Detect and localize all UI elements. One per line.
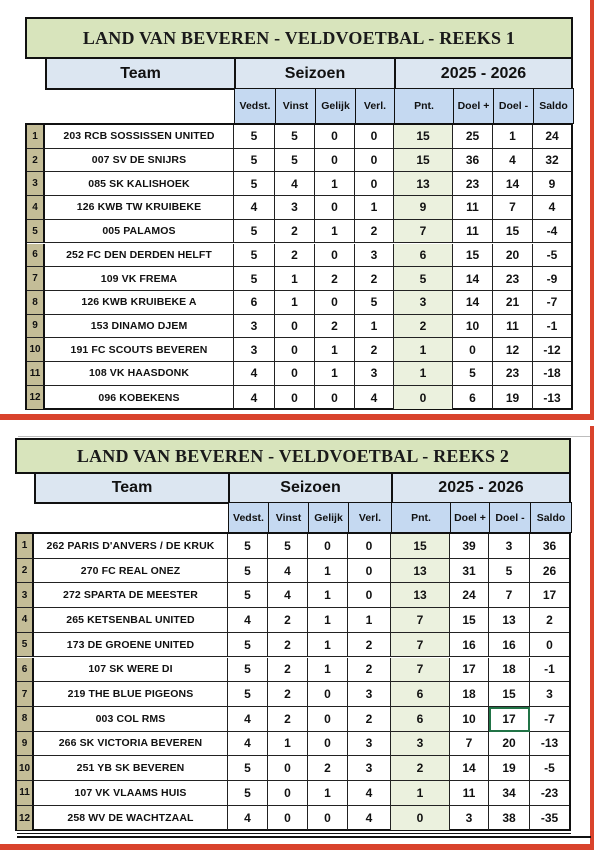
team-name-cell[interactable]: 173 DE GROENE UNITED bbox=[34, 633, 228, 658]
played-cell[interactable]: 5 bbox=[228, 633, 268, 658]
team-name-cell[interactable]: 007 SV DE SNIJRS bbox=[45, 149, 234, 173]
table-row[interactable] bbox=[17, 682, 569, 707]
goal-difference-cell[interactable]: -4 bbox=[533, 220, 571, 244]
goals-against-cell[interactable]: 20 bbox=[489, 732, 530, 757]
goals-against-cell[interactable]: 38 bbox=[489, 806, 530, 831]
goals-for-cell[interactable]: 16 bbox=[450, 633, 489, 658]
points-cell[interactable]: 13 bbox=[394, 172, 453, 196]
lost-cell[interactable]: 0 bbox=[355, 125, 394, 149]
won-cell[interactable]: 0 bbox=[268, 806, 308, 831]
team-name-cell[interactable]: 109 VK FREMA bbox=[45, 267, 234, 291]
played-cell[interactable]: 4 bbox=[234, 362, 275, 386]
column-header-goals-for[interactable]: Doel + bbox=[453, 88, 494, 124]
points-cell[interactable]: 7 bbox=[391, 658, 450, 683]
goal-difference-cell[interactable]: -9 bbox=[533, 267, 571, 291]
table-row[interactable] bbox=[17, 583, 569, 608]
points-cell[interactable]: 13 bbox=[391, 583, 450, 608]
won-cell[interactable]: 2 bbox=[268, 633, 308, 658]
played-cell[interactable]: 4 bbox=[234, 196, 275, 220]
lost-cell[interactable]: 4 bbox=[355, 386, 394, 410]
table-row[interactable] bbox=[27, 315, 571, 339]
drawn-cell[interactable]: 1 bbox=[308, 608, 348, 633]
column-header-played[interactable]: Vedst. bbox=[228, 502, 269, 533]
points-cell[interactable]: 3 bbox=[391, 732, 450, 757]
team-name-cell[interactable]: 107 VK VLAAMS HUIS bbox=[34, 781, 228, 806]
team-name-cell[interactable]: 219 THE BLUE PIGEONS bbox=[34, 682, 228, 707]
goals-against-cell[interactable]: 19 bbox=[489, 756, 530, 781]
won-cell[interactable]: 0 bbox=[268, 756, 308, 781]
drawn-cell[interactable]: 1 bbox=[315, 362, 355, 386]
table-row[interactable] bbox=[17, 534, 569, 559]
played-cell[interactable]: 3 bbox=[234, 315, 275, 339]
team-name-cell[interactable]: 003 COL RMS bbox=[34, 707, 228, 732]
goals-for-cell[interactable]: 15 bbox=[450, 608, 489, 633]
header-team: Team bbox=[45, 57, 236, 90]
rank-cell[interactable]: 9 bbox=[27, 315, 45, 339]
goals-for-cell[interactable]: 14 bbox=[453, 267, 493, 291]
goals-against-cell[interactable]: 15 bbox=[493, 220, 533, 244]
played-cell[interactable]: 6 bbox=[234, 291, 275, 315]
table-row[interactable] bbox=[17, 559, 569, 584]
played-cell[interactable]: 5 bbox=[234, 244, 275, 268]
team-name-cell[interactable]: 005 PALAMOS bbox=[45, 220, 234, 244]
drawn-cell[interactable]: 0 bbox=[315, 244, 355, 268]
drawn-cell[interactable]: 2 bbox=[315, 267, 355, 291]
rank-cell[interactable]: 6 bbox=[17, 658, 34, 683]
goals-against-cell[interactable]: 21 bbox=[493, 291, 533, 315]
goals-for-cell[interactable]: 17 bbox=[450, 658, 489, 683]
goal-difference-cell[interactable]: 17 bbox=[530, 583, 569, 608]
table-row[interactable] bbox=[17, 781, 569, 806]
rank-cell[interactable]: 4 bbox=[27, 196, 45, 220]
played-cell[interactable]: 4 bbox=[234, 386, 275, 410]
goal-difference-cell[interactable]: -1 bbox=[530, 658, 569, 683]
won-cell[interactable]: 1 bbox=[275, 267, 315, 291]
drawn-cell[interactable]: 0 bbox=[315, 149, 355, 173]
points-cell[interactable]: 3 bbox=[394, 291, 453, 315]
goals-for-cell[interactable]: 5 bbox=[453, 362, 493, 386]
table-row[interactable] bbox=[27, 338, 571, 362]
goals-against-cell[interactable]: 23 bbox=[493, 267, 533, 291]
drawn-cell[interactable]: 1 bbox=[315, 338, 355, 362]
goals-against-cell[interactable]: 34 bbox=[489, 781, 530, 806]
points-cell[interactable]: 9 bbox=[394, 196, 453, 220]
won-cell[interactable]: 2 bbox=[268, 608, 308, 633]
goals-for-cell[interactable]: 10 bbox=[453, 315, 493, 339]
points-cell[interactable]: 15 bbox=[394, 125, 453, 149]
points-cell[interactable]: 15 bbox=[394, 149, 453, 173]
played-cell[interactable]: 5 bbox=[234, 267, 275, 291]
lost-cell[interactable]: 1 bbox=[348, 608, 391, 633]
goals-for-cell[interactable]: 11 bbox=[453, 196, 493, 220]
column-header-points[interactable]: Pnt. bbox=[394, 88, 454, 124]
rank-cell[interactable]: 4 bbox=[17, 608, 34, 633]
goal-difference-cell[interactable]: -13 bbox=[543, 390, 561, 405]
drawn-cell[interactable]: 0 bbox=[308, 682, 348, 707]
played-cell[interactable]: 5 bbox=[228, 534, 268, 559]
goals-for-cell[interactable]: 24 bbox=[450, 583, 489, 608]
goals-against-cell-selected[interactable]: 17 bbox=[489, 707, 530, 732]
table-row[interactable] bbox=[27, 172, 571, 196]
lost-cell[interactable]: 3 bbox=[348, 756, 391, 781]
column-header-goals-against[interactable]: Doel - bbox=[489, 502, 531, 533]
divider bbox=[18, 436, 590, 437]
drawn-cell[interactable]: 0 bbox=[308, 707, 348, 732]
column-header-lost[interactable]: Verl. bbox=[355, 88, 395, 124]
won-cell[interactable]: 3 bbox=[275, 196, 315, 220]
goal-difference-cell[interactable]: 36 bbox=[530, 534, 569, 559]
lost-cell[interactable]: 4 bbox=[348, 781, 391, 806]
goal-difference-cell[interactable]: 26 bbox=[530, 559, 569, 584]
points-cell[interactable]: 5 bbox=[394, 267, 453, 291]
won-cell[interactable]: 5 bbox=[275, 149, 315, 173]
team-name-cell[interactable]: 126 KWB KRUIBEKE A bbox=[45, 291, 234, 315]
lost-cell[interactable]: 0 bbox=[348, 583, 391, 608]
table-row[interactable] bbox=[17, 633, 569, 658]
drawn-cell[interactable]: 0 bbox=[308, 732, 348, 757]
rank-cell[interactable]: 2 bbox=[17, 559, 34, 584]
rank-cell[interactable]: 11 bbox=[27, 362, 45, 386]
goal-difference-cell[interactable]: -35 bbox=[540, 811, 559, 826]
column-header-goal-difference[interactable]: Saldo bbox=[530, 502, 572, 533]
rank-cell[interactable]: 5 bbox=[17, 633, 34, 658]
goals-against-cell[interactable]: 7 bbox=[489, 583, 530, 608]
league-title: LAND VAN BEVEREN - VELDVOETBAL - REEKS 2 bbox=[15, 438, 571, 474]
points-cell[interactable]: 2 bbox=[394, 315, 453, 339]
lost-cell[interactable]: 2 bbox=[355, 338, 394, 362]
column-header-won[interactable]: Vinst bbox=[268, 502, 309, 533]
table-row[interactable] bbox=[17, 756, 569, 781]
won-cell[interactable]: 5 bbox=[275, 125, 315, 149]
drawn-cell[interactable]: 2 bbox=[308, 756, 348, 781]
header-team: Team bbox=[34, 472, 230, 504]
played-cell[interactable]: 4 bbox=[228, 608, 268, 633]
points-cell[interactable]: 1 bbox=[391, 781, 450, 806]
goals-against-cell[interactable]: 13 bbox=[489, 608, 530, 633]
table-row[interactable] bbox=[27, 362, 571, 386]
points-cell[interactable]: 7 bbox=[394, 220, 453, 244]
goals-for-cell[interactable]: 7 bbox=[450, 732, 489, 757]
drawn-cell[interactable]: 1 bbox=[308, 781, 348, 806]
points-cell[interactable]: 1 bbox=[394, 338, 453, 362]
won-cell[interactable]: 0 bbox=[275, 315, 315, 339]
goals-against-cell[interactable]: 11 bbox=[493, 315, 533, 339]
goals-for-cell[interactable]: 11 bbox=[453, 220, 493, 244]
standings-grid bbox=[15, 532, 571, 831]
points-cell[interactable]: 2 bbox=[391, 756, 450, 781]
team-name-cell[interactable]: 270 FC REAL ONEZ bbox=[34, 559, 228, 584]
goals-against-cell[interactable]: 19 bbox=[493, 386, 533, 410]
goals-for-cell[interactable]: 25 bbox=[453, 125, 493, 149]
team-name-cell[interactable]: 085 SK KALISHOEK bbox=[45, 172, 234, 196]
goals-for-cell[interactable]: 10 bbox=[450, 707, 489, 732]
drawn-cell[interactable]: 0 bbox=[308, 806, 348, 831]
won-cell[interactable]: 1 bbox=[275, 291, 315, 315]
table-row[interactable] bbox=[17, 707, 569, 732]
goals-against-cell[interactable]: 23 bbox=[493, 362, 533, 386]
won-cell[interactable]: 2 bbox=[268, 658, 308, 683]
goals-for-cell[interactable]: 14 bbox=[453, 291, 493, 315]
table-row[interactable] bbox=[27, 244, 571, 268]
rank-cell[interactable]: 12 bbox=[27, 386, 45, 410]
lost-cell[interactable]: 3 bbox=[348, 682, 391, 707]
team-name-cell[interactable]: 272 SPARTA DE MEESTER bbox=[34, 583, 228, 608]
won-cell[interactable]: 1 bbox=[268, 732, 308, 757]
column-header-lost[interactable]: Verl. bbox=[348, 502, 392, 533]
rank-cell[interactable]: 7 bbox=[27, 267, 45, 291]
rank-cell[interactable]: 2 bbox=[27, 149, 45, 173]
drawn-cell[interactable]: 0 bbox=[315, 386, 355, 410]
played-cell[interactable]: 5 bbox=[234, 220, 275, 244]
points-cell[interactable]: 7 bbox=[391, 608, 450, 633]
goals-for-cell[interactable]: 14 bbox=[450, 756, 489, 781]
column-header-won[interactable]: Vinst bbox=[275, 88, 316, 124]
won-cell[interactable]: 2 bbox=[268, 682, 308, 707]
goals-against-cell[interactable]: 15 bbox=[489, 682, 530, 707]
header-years: 2025 - 2026 bbox=[394, 57, 573, 90]
drawn-cell[interactable]: 1 bbox=[308, 658, 348, 683]
team-name-cell[interactable]: 203 RCB SOSSISSEN UNITED bbox=[45, 125, 234, 149]
lost-cell[interactable]: 3 bbox=[348, 732, 391, 757]
header-season: Seizoen bbox=[228, 472, 393, 504]
column-header-drawn[interactable]: Gelijk bbox=[308, 502, 349, 533]
goals-for-cell[interactable]: 15 bbox=[453, 244, 493, 268]
lost-cell[interactable]: 1 bbox=[355, 315, 394, 339]
rank-cell[interactable]: 6 bbox=[27, 244, 45, 268]
goal-difference-cell[interactable]: 4 bbox=[533, 196, 571, 220]
played-cell[interactable]: 5 bbox=[234, 172, 275, 196]
team-name-cell[interactable]: 251 YB SK BEVEREN bbox=[34, 756, 228, 781]
column-header-goals-against[interactable]: Doel - bbox=[493, 88, 534, 124]
team-name-cell[interactable]: 096 KOBEKENS bbox=[45, 386, 234, 410]
team-name-cell[interactable]: 153 DINAMO DJEM bbox=[45, 315, 234, 339]
goal-difference-cell[interactable]: -7 bbox=[533, 291, 571, 315]
table-row[interactable] bbox=[27, 386, 571, 410]
goals-for-cell[interactable]: 39 bbox=[450, 534, 489, 559]
lost-cell[interactable]: 2 bbox=[348, 633, 391, 658]
goals-against-cell[interactable]: 16 bbox=[489, 633, 530, 658]
lost-cell[interactable]: 3 bbox=[355, 244, 394, 268]
points-cell[interactable]: 1 bbox=[394, 362, 453, 386]
rank-cell[interactable]: 5 bbox=[27, 220, 45, 244]
goals-for-cell[interactable]: 0 bbox=[453, 338, 493, 362]
won-cell[interactable]: 2 bbox=[275, 244, 315, 268]
goals-for-cell[interactable]: 23 bbox=[453, 172, 493, 196]
drawn-cell[interactable]: 1 bbox=[308, 559, 348, 584]
goals-for-cell[interactable]: 6 bbox=[453, 386, 493, 410]
team-name-cell[interactable]: 262 PARIS D'ANVERS / DE KRUK bbox=[34, 534, 228, 559]
played-cell[interactable]: 5 bbox=[228, 756, 268, 781]
drawn-cell[interactable]: 0 bbox=[315, 125, 355, 149]
won-cell[interactable]: 4 bbox=[275, 172, 315, 196]
column-header-drawn[interactable]: Gelijk bbox=[315, 88, 356, 124]
table-row[interactable] bbox=[27, 220, 571, 244]
table-row[interactable] bbox=[27, 196, 571, 220]
team-name-cell[interactable]: 126 KWB TW KRUIBEKE bbox=[45, 196, 234, 220]
points-cell[interactable]: 7 bbox=[391, 633, 450, 658]
rank-cell[interactable]: 7 bbox=[17, 682, 34, 707]
goal-difference-cell[interactable]: -13 bbox=[530, 732, 569, 757]
goals-for-cell[interactable]: 36 bbox=[453, 149, 493, 173]
goals-for-cell[interactable]: 3 bbox=[450, 806, 489, 831]
won-cell[interactable]: 4 bbox=[268, 559, 308, 584]
table-row[interactable] bbox=[17, 806, 569, 831]
played-cell[interactable]: 4 bbox=[228, 732, 268, 757]
drawn-cell[interactable]: 0 bbox=[308, 534, 348, 559]
table-row[interactable] bbox=[17, 658, 569, 683]
column-header-points[interactable]: Pnt. bbox=[391, 502, 451, 533]
won-cell[interactable]: 0 bbox=[275, 386, 315, 410]
lost-cell[interactable]: 4 bbox=[348, 806, 391, 831]
lost-cell[interactable]: 0 bbox=[348, 559, 391, 584]
goals-against-cell[interactable]: 20 bbox=[493, 244, 533, 268]
won-cell[interactable]: 4 bbox=[268, 583, 308, 608]
table-row[interactable] bbox=[17, 732, 569, 757]
team-name-cell[interactable]: 191 FC SCOUTS BEVEREN bbox=[45, 338, 234, 362]
drawn-cell[interactable]: 1 bbox=[315, 172, 355, 196]
team-name-cell[interactable]: 265 KETSENBAL UNITED bbox=[34, 608, 228, 633]
goal-difference-cell[interactable]: -5 bbox=[530, 756, 569, 781]
points-cell[interactable]: 6 bbox=[391, 707, 450, 732]
points-cell[interactable]: 13 bbox=[391, 559, 450, 584]
drawn-cell[interactable]: 1 bbox=[308, 583, 348, 608]
league-title: LAND VAN BEVEREN - VELDVOETBAL - REEKS 1 bbox=[25, 17, 573, 59]
goal-difference-cell[interactable]: 9 bbox=[533, 172, 571, 196]
played-cell[interactable]: 4 bbox=[228, 707, 268, 732]
points-cell[interactable]: 6 bbox=[391, 682, 450, 707]
won-cell[interactable]: 5 bbox=[268, 534, 308, 559]
goals-against-cell[interactable]: 14 bbox=[493, 172, 533, 196]
team-name-cell[interactable]: 252 FC DEN DERDEN HELFT bbox=[45, 244, 234, 268]
points-cell[interactable]: 6 bbox=[394, 244, 453, 268]
played-cell[interactable]: 5 bbox=[228, 781, 268, 806]
won-cell[interactable]: 2 bbox=[268, 707, 308, 732]
table-row[interactable] bbox=[27, 125, 571, 149]
rank-cell[interactable]: 3 bbox=[27, 172, 45, 196]
goal-difference-cell[interactable]: 3 bbox=[530, 682, 569, 707]
goals-against-cell[interactable]: 3 bbox=[489, 534, 530, 559]
played-cell[interactable]: 5 bbox=[228, 559, 268, 584]
drawn-cell[interactable]: 2 bbox=[315, 315, 355, 339]
played-cell[interactable]: 5 bbox=[228, 583, 268, 608]
played-cell[interactable]: 5 bbox=[228, 682, 268, 707]
header-years: 2025 - 2026 bbox=[391, 472, 571, 504]
rank-cell[interactable]: 1 bbox=[17, 534, 34, 559]
rank-cell[interactable]: 10 bbox=[27, 338, 45, 362]
rank-cell[interactable]: 11 bbox=[17, 781, 34, 806]
played-cell[interactable]: 5 bbox=[228, 658, 268, 683]
rank-cell[interactable]: 8 bbox=[17, 707, 34, 732]
header-season: Seizoen bbox=[234, 57, 396, 90]
goal-difference-cell[interactable]: -5 bbox=[533, 244, 571, 268]
goals-against-cell[interactable]: 7 bbox=[493, 196, 533, 220]
rank-cell[interactable]: 12 bbox=[17, 806, 34, 831]
goal-difference-cell[interactable]: 24 bbox=[533, 125, 571, 149]
lost-cell[interactable]: 0 bbox=[355, 149, 394, 173]
goals-against-cell[interactable]: 4 bbox=[493, 149, 533, 173]
won-cell[interactable]: 0 bbox=[275, 338, 315, 362]
points-cell[interactable]: 0 bbox=[394, 386, 453, 410]
team-name-cell[interactable]: 107 SK WERE DI bbox=[34, 658, 228, 683]
goals-against-cell[interactable]: 12 bbox=[493, 338, 533, 362]
goals-for-cell[interactable]: 11 bbox=[450, 781, 489, 806]
won-cell[interactable]: 0 bbox=[268, 781, 308, 806]
drawn-cell[interactable]: 1 bbox=[315, 220, 355, 244]
team-name-cell[interactable]: 108 VK HAASDONK bbox=[45, 362, 234, 386]
points-cell[interactable]: 15 bbox=[391, 534, 450, 559]
goal-difference-cell[interactable]: -18 bbox=[533, 362, 571, 386]
drawn-cell[interactable]: 1 bbox=[308, 633, 348, 658]
lost-cell[interactable]: 5 bbox=[355, 291, 394, 315]
goal-difference-cell[interactable]: 0 bbox=[530, 633, 569, 658]
played-cell[interactable]: 5 bbox=[234, 149, 275, 173]
goal-difference-cell[interactable]: -23 bbox=[530, 781, 569, 806]
goals-for-cell[interactable]: 31 bbox=[450, 559, 489, 584]
standings-grid bbox=[25, 123, 573, 410]
goals-for-cell[interactable]: 18 bbox=[450, 682, 489, 707]
column-header-goal-difference[interactable]: Saldo bbox=[533, 88, 574, 124]
lost-cell[interactable]: 0 bbox=[355, 172, 394, 196]
drawn-cell[interactable]: 0 bbox=[315, 291, 355, 315]
goals-against-cell[interactable]: 1 bbox=[493, 125, 533, 149]
goals-against-cell[interactable]: 18 bbox=[489, 658, 530, 683]
lost-cell[interactable]: 2 bbox=[348, 707, 391, 732]
table-row[interactable] bbox=[27, 149, 571, 173]
goal-difference-cell[interactable]: -7 bbox=[530, 707, 569, 732]
goal-difference-cell[interactable]: 2 bbox=[530, 608, 569, 633]
double-underline bbox=[17, 836, 591, 838]
goal-difference-cell[interactable]: 32 bbox=[533, 149, 571, 173]
rank-cell[interactable]: 1 bbox=[27, 125, 45, 149]
lost-cell[interactable]: 0 bbox=[348, 534, 391, 559]
lost-cell[interactable]: 2 bbox=[355, 267, 394, 291]
rank-cell[interactable]: 10 bbox=[17, 756, 34, 781]
lost-cell[interactable]: 2 bbox=[348, 658, 391, 683]
won-cell[interactable]: 2 bbox=[275, 220, 315, 244]
table-row[interactable] bbox=[27, 267, 571, 291]
played-cell[interactable]: 4 bbox=[228, 806, 268, 831]
won-cell[interactable]: 0 bbox=[275, 362, 315, 386]
drawn-cell[interactable]: 0 bbox=[315, 196, 355, 220]
points-cell[interactable]: 0 bbox=[391, 806, 450, 831]
team-name-cell[interactable]: 266 SK VICTORIA BEVEREN bbox=[34, 732, 228, 757]
played-cell[interactable]: 3 bbox=[234, 338, 275, 362]
column-header-goals-for[interactable]: Doel + bbox=[450, 502, 490, 533]
goal-difference-cell[interactable]: -12 bbox=[533, 338, 571, 362]
goal-difference-cell[interactable]: -1 bbox=[533, 315, 571, 339]
table-row[interactable] bbox=[27, 291, 571, 315]
played-cell[interactable]: 5 bbox=[234, 125, 275, 149]
lost-cell[interactable]: 2 bbox=[355, 220, 394, 244]
rank-cell[interactable]: 8 bbox=[27, 291, 45, 315]
goals-against-cell[interactable]: 5 bbox=[489, 559, 530, 584]
double-underline bbox=[17, 833, 571, 834]
team-name-cell[interactable]: 258 WV DE WACHTZAAL bbox=[34, 806, 228, 831]
lost-cell[interactable]: 3 bbox=[355, 362, 394, 386]
rank-cell[interactable]: 9 bbox=[17, 732, 34, 757]
rank-cell[interactable]: 3 bbox=[17, 583, 34, 608]
table-row[interactable] bbox=[17, 608, 569, 633]
lost-cell[interactable]: 1 bbox=[355, 196, 394, 220]
column-header-played[interactable]: Vedst. bbox=[234, 88, 276, 124]
